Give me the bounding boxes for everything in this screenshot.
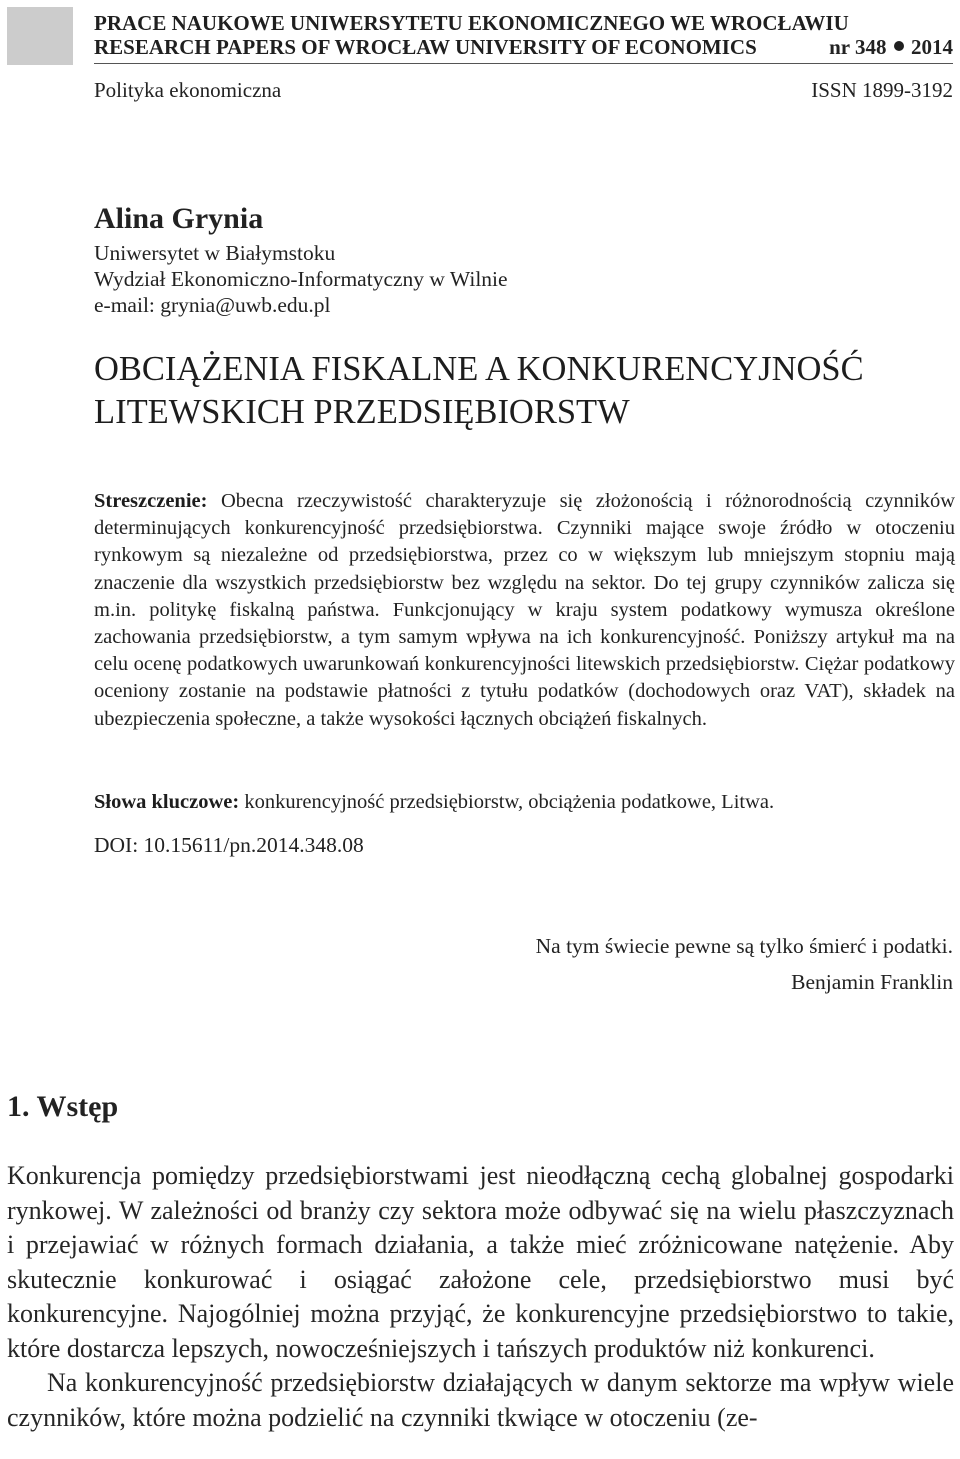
journal-name-en: RESEARCH PAPERS OF WROCŁAW UNIVERSITY OF ECONOMICS [94, 35, 757, 59]
keywords-label: Słowa kluczowe: [94, 791, 240, 813]
paper-title-line1: OBCIĄŻENIA FISKALNE A KONKURENCYJNOŚĆ [94, 350, 864, 388]
abstract-label: Streszczenie: [94, 490, 208, 512]
author-name: Alina Grynia [94, 202, 264, 235]
epigraph [536, 928, 953, 1000]
series-name: Polityka ekonomiczna [94, 78, 282, 102]
body-paragraph: Na konkurencyjność przedsiębiorstw działających w danym sektorze ma wpływ wiele czynników, które można podzielić na czynniki tkwiące w otoczeniu (ze- [7, 1368, 954, 1432]
doi: DOI: 10.15611/pn.2014.348.08 [94, 833, 364, 857]
section-heading: 1. Wstęp [7, 1090, 119, 1123]
paper-title-line2: LITEWSKICH PRZEDSIĘBIORSTW [94, 393, 630, 431]
issue-year: 2014 [911, 35, 953, 59]
author-affiliation-faculty: Wydział Ekonomiczno-Informatyczny w Wilnie [94, 267, 508, 291]
abstract [94, 488, 955, 733]
keywords-text: konkurencyjność przedsiębiorstw, obciążenia podatkowe, Litwa. [244, 791, 775, 813]
keywords [94, 789, 774, 816]
header-gray-box [7, 7, 73, 65]
body-paragraph: Konkurencja pomiędzy przedsiębiorstwami jest nieodłączną cechą globalnej gospodarki rynkowej. W zależności od branży czy sektora może odbywać się na wielu płaszczyznach i przejawiać w różnych formach działania, a także mieć zróżnicowane natężenie. Aby skutecznie konkurować i osiągać założone cele, przedsiębiorstwo musi być konkurencyjne. Najogólniej można przyjąć, że konkurencyjne przedsiębiorstwo to takie, które dostarcza lepszych, nowocześniejszych i tańszych produktów niż konkurenci. [7, 1161, 954, 1363]
author-email: e-mail: grynia@uwb.edu.pl [94, 293, 331, 317]
header-divider [94, 63, 953, 64]
journal-name-pl: PRACE NAUKOWE UNIWERSYTETU EKONOMICZNEGO WE WROCŁAWIU [94, 11, 849, 35]
bullet-dot-icon [894, 41, 904, 51]
author-affiliation-university: Uniwersytet w Białymstoku [94, 241, 336, 265]
issue-number: nr 348 [829, 35, 887, 59]
epigraph-quote: Na tym świecie pewne są tylko śmierć i podatki. [535, 934, 953, 958]
abstract-text: Obecna rzeczywistość charakteryzuje się złożonością i różnorodnością czynników determinujących konkurencyjność przedsiębiorstwa. Czynniki mające swoje źródło w otoczeniu rynkowym są niezależne od przedsiębiorstwa, przez co w większym lub mniejszym stopniu mają znaczenie dla wszystkich przedsiębiorstw bez względu na sektor. Do tej grupy czynników zalicza się m.in. politykę fiskalną państwa. Funkcjonujący w kraju system podatkowy wymusza określone zachowania przedsiębiorstw, a tym samym wpływa na ich konkurencyjność. Poniższy artykuł ma na celu ocenę podatkowych uwarunkowań konkurencyjności litewskich przedsiębiorstw. Ciężar podatkowy oceniony zostanie na podstawie płatności z tytułu podatków (dochodowych oraz VAT), składek na ubezpieczenia społeczne, a także wysokości łącznych obciążeń fiskalnych. [94, 490, 956, 730]
section-body [7, 1159, 954, 1435]
epigraph-source: Benjamin Franklin [791, 970, 953, 994]
paper-title [94, 348, 864, 434]
issue-info [829, 35, 953, 59]
issn: ISSN 1899-3192 [811, 78, 953, 102]
